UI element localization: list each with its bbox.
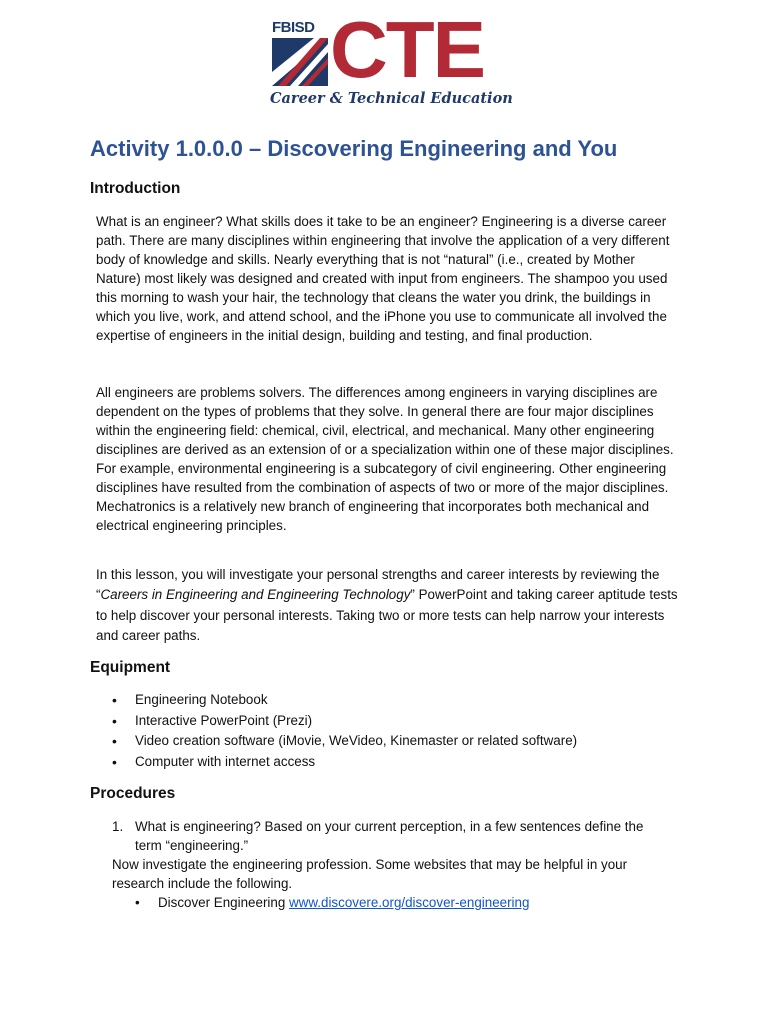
intro-p3-italic: Careers in Engineering and Engineering Technology — [100, 587, 411, 603]
discover-engineering-link[interactable]: www.discovere.org/discover-engineering — [289, 895, 530, 910]
procedures-heading: Procedures — [90, 785, 176, 802]
intro-paragraph-2: All engineers are problems solvers. The differences among engineers in varying disciplines are dependent on the types of problems that they solve. In general there are four major disciplines within the engineering field: chemical, civil, electrical, and mechanical. Many other engineering disciplines are derived as an extension of or a specialization within one of these major disciplines. For example, environmental engineering is a subcategory of civil engineering. Other engineering disciplines have resulted from the combination of aspects of two or more of the major disciplines. Mechatronics is a relatively new branch of engineering that incorporates both mechanical and electrical engineering principles. — [96, 385, 674, 533]
procedure-step-1 — [112, 817, 672, 855]
intro-paragraph-1: What is an engineer? What skills does it take to be an engineer? Engineering is a diverse career path. There are many disciplines within engineering that involve the application of a very different body of knowledge and skills. Nearly everything that is not “natural” (i.e., created by Mother Nature) most likely was designed and created with input from engineers. The shampoo you used this morning to wash your hair, the technology that cleans the water you drink, the buildings in which you live, work, and attend school, and the iPhone you use to communicate all involved the expertise of engineers in the initial design, building and testing, and final production. — [96, 214, 670, 343]
intro-p3-end: ” PowerPoint and taking career aptitude tests to help discover your personal interests. Taking two or more tests can help narrow your interests and career paths. — [96, 587, 678, 643]
bullet-icon: • — [135, 895, 140, 910]
procedures-followup: Now investigate the engineering profession. Some websites that may be helpful in your research include the following. — [112, 857, 628, 891]
equipment-list — [112, 690, 577, 773]
intro-p3-start: In this lesson, you will investigate your personal strengths and career interests by reviewing the “ — [96, 567, 660, 603]
logo-tagline: Career & Technical Education — [270, 90, 513, 107]
list-item: • Engineering Notebook — [112, 690, 577, 711]
step-number: 1. — [112, 819, 124, 834]
list-item: • Interactive PowerPoint (Prezi) — [112, 711, 577, 732]
step-text: What is engineering? Based on your current perception, in a few sentences define the term “engineering.” — [135, 819, 644, 853]
page-title: Activity 1.0.0.0 – Discovering Engineering and You — [90, 136, 618, 161]
fbisd-cte-logo — [268, 5, 513, 116]
list-item: • Computer with internet access — [112, 752, 577, 773]
intro-paragraph-3 — [96, 565, 682, 646]
list-item: • Video creation software (iMovie, WeVideo, Kinemaster or related software) — [112, 731, 577, 752]
equipment-heading: Equipment — [90, 659, 171, 676]
logo-district-text: FBISD — [272, 19, 315, 36]
logo-program-text: CTE — [330, 5, 484, 94]
resource-label: Discover Engineering — [158, 895, 286, 910]
introduction-heading: Introduction — [90, 180, 181, 197]
resource-item — [135, 893, 529, 912]
